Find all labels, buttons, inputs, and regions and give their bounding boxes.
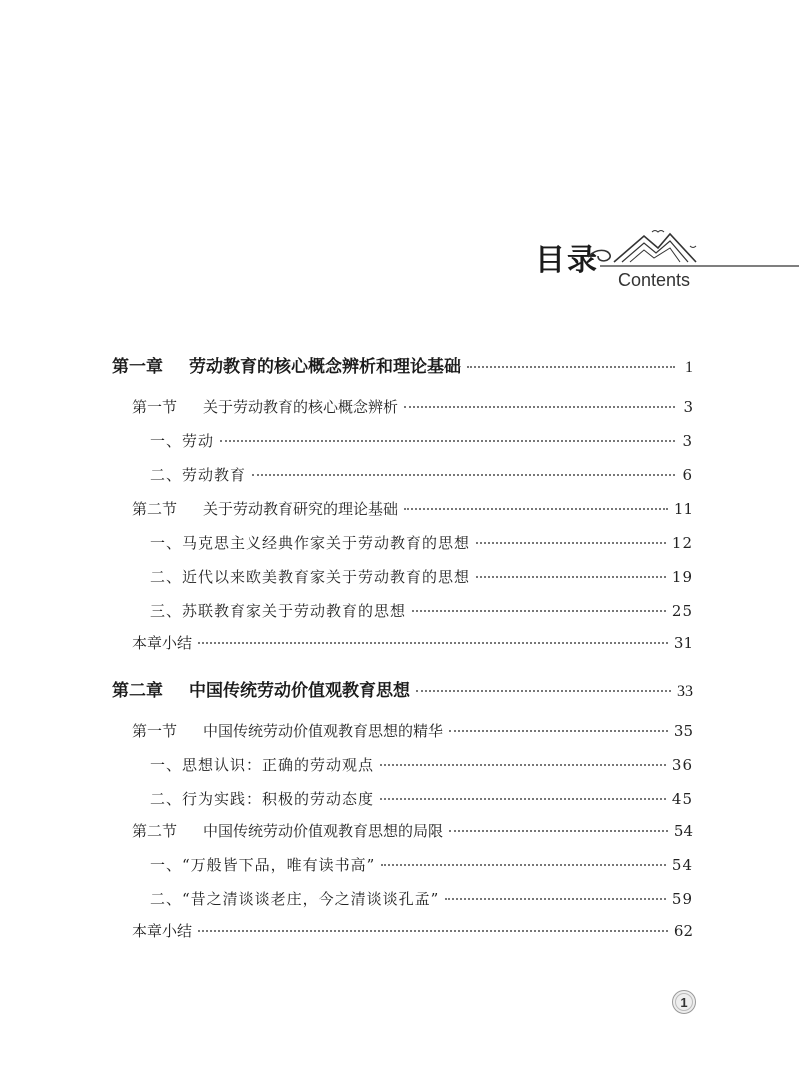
- toc-title: 一、“万般皆下品，唯有读书高”: [150, 856, 376, 874]
- contents-title-cn: 目录: [535, 243, 599, 278]
- toc-page-number: 12: [671, 534, 693, 552]
- toc-summary[interactable]: [132, 920, 693, 941]
- leader-dots: [198, 642, 668, 644]
- toc-title: 关于劳动教育的核心概念辨析: [203, 398, 399, 416]
- leader-dots: [380, 798, 666, 800]
- toc-number: 第一节: [132, 398, 178, 416]
- leader-dots: [445, 898, 666, 900]
- toc-number: 第一章: [112, 357, 163, 377]
- toc-item[interactable]: [150, 532, 693, 553]
- contents-header: [0, 0, 799, 300]
- toc-page-number: 59: [671, 890, 693, 908]
- toc-title: 中国传统劳动价值观教育思想的局限: [203, 822, 444, 840]
- toc-page-number: 11: [673, 500, 693, 518]
- toc-item[interactable]: [150, 788, 693, 809]
- leader-dots: [404, 508, 668, 510]
- toc-page-number: 54: [671, 856, 693, 874]
- toc-item[interactable]: [150, 600, 693, 621]
- leader-dots: [252, 474, 675, 476]
- contents-title-en: Contents: [618, 270, 691, 290]
- leader-dots: [404, 406, 675, 408]
- toc-page-number: 33: [677, 683, 693, 700]
- toc-label: [132, 720, 443, 741]
- toc-page-number: 31: [673, 634, 693, 652]
- toc-label: [132, 820, 443, 841]
- leader-dots: [467, 366, 675, 368]
- toc-page-number: 62: [673, 922, 693, 940]
- toc-title: 二、行为实践：积极的劳动态度: [150, 790, 375, 808]
- leader-dots: [412, 610, 666, 612]
- toc-label: [132, 498, 398, 519]
- toc-section[interactable]: [132, 396, 693, 417]
- toc-title: 二、“昔之清谈谈老庄，今之清谈谈孔孟”: [150, 890, 440, 908]
- page-number-badge: 1: [672, 990, 696, 1014]
- toc-item[interactable]: [150, 430, 693, 451]
- toc-label: [132, 396, 398, 417]
- leader-dots: [220, 440, 675, 442]
- toc-title: 一、思想认识：正确的劳动观点: [150, 756, 375, 774]
- toc-title: 一、马克思主义经典作家关于劳动教育的思想: [150, 534, 471, 552]
- toc-label: [112, 676, 410, 701]
- leader-dots: [449, 830, 668, 832]
- toc-page-number: 1: [685, 359, 693, 376]
- toc-title: 关于劳动教育研究的理论基础: [203, 500, 399, 518]
- toc-page-number: 36: [671, 756, 693, 774]
- toc-number: 第一节: [132, 722, 178, 740]
- toc-title: 一、劳动: [150, 432, 215, 450]
- leader-dots: [476, 542, 666, 544]
- leader-dots: [416, 690, 671, 692]
- toc-item[interactable]: [150, 888, 693, 909]
- toc-page-number: 19: [671, 568, 693, 586]
- toc-page-number: 6: [682, 466, 693, 484]
- leader-dots: [381, 864, 666, 866]
- toc-chapter[interactable]: [112, 676, 693, 701]
- leader-dots: [476, 576, 666, 578]
- toc-section[interactable]: [132, 720, 693, 741]
- leader-dots: [380, 764, 666, 766]
- toc-item[interactable]: [150, 754, 693, 775]
- toc-page-number: 25: [671, 602, 693, 620]
- leader-dots: [198, 930, 668, 932]
- toc-page-number: 3: [683, 398, 693, 416]
- toc-number: 第二节: [132, 822, 178, 840]
- toc-page-number: 45: [671, 790, 693, 808]
- toc-chapter[interactable]: [112, 352, 693, 377]
- toc-section[interactable]: [132, 820, 693, 841]
- toc-title: 本章小结: [132, 922, 193, 940]
- toc-title: 三、苏联教育家关于劳动教育的思想: [150, 602, 407, 620]
- toc-item[interactable]: [150, 464, 693, 485]
- toc-number: 第二章: [112, 681, 163, 701]
- toc-page-number: 3: [682, 432, 693, 450]
- toc-title: 二、劳动教育: [150, 466, 247, 484]
- toc-item[interactable]: [150, 566, 693, 587]
- toc-title: 本章小结: [132, 634, 193, 652]
- leader-dots: [449, 730, 668, 732]
- toc-number: 第二节: [132, 500, 178, 518]
- toc-item[interactable]: [150, 854, 693, 875]
- toc-section[interactable]: [132, 498, 693, 519]
- toc-page-number: 35: [673, 722, 693, 740]
- toc-page-number: 54: [673, 822, 693, 840]
- toc-title: 中国传统劳动价值观教育思想的精华: [203, 722, 444, 740]
- toc-title: 劳动教育的核心概念辨析和理论基础: [189, 357, 461, 377]
- toc-title: 二、近代以来欧美教育家关于劳动教育的思想: [150, 568, 471, 586]
- toc-title: 中国传统劳动价值观教育思想: [189, 681, 410, 701]
- toc-label: [112, 352, 461, 377]
- mountain-wave-decoration-icon: [586, 222, 799, 272]
- toc-summary[interactable]: [132, 632, 693, 653]
